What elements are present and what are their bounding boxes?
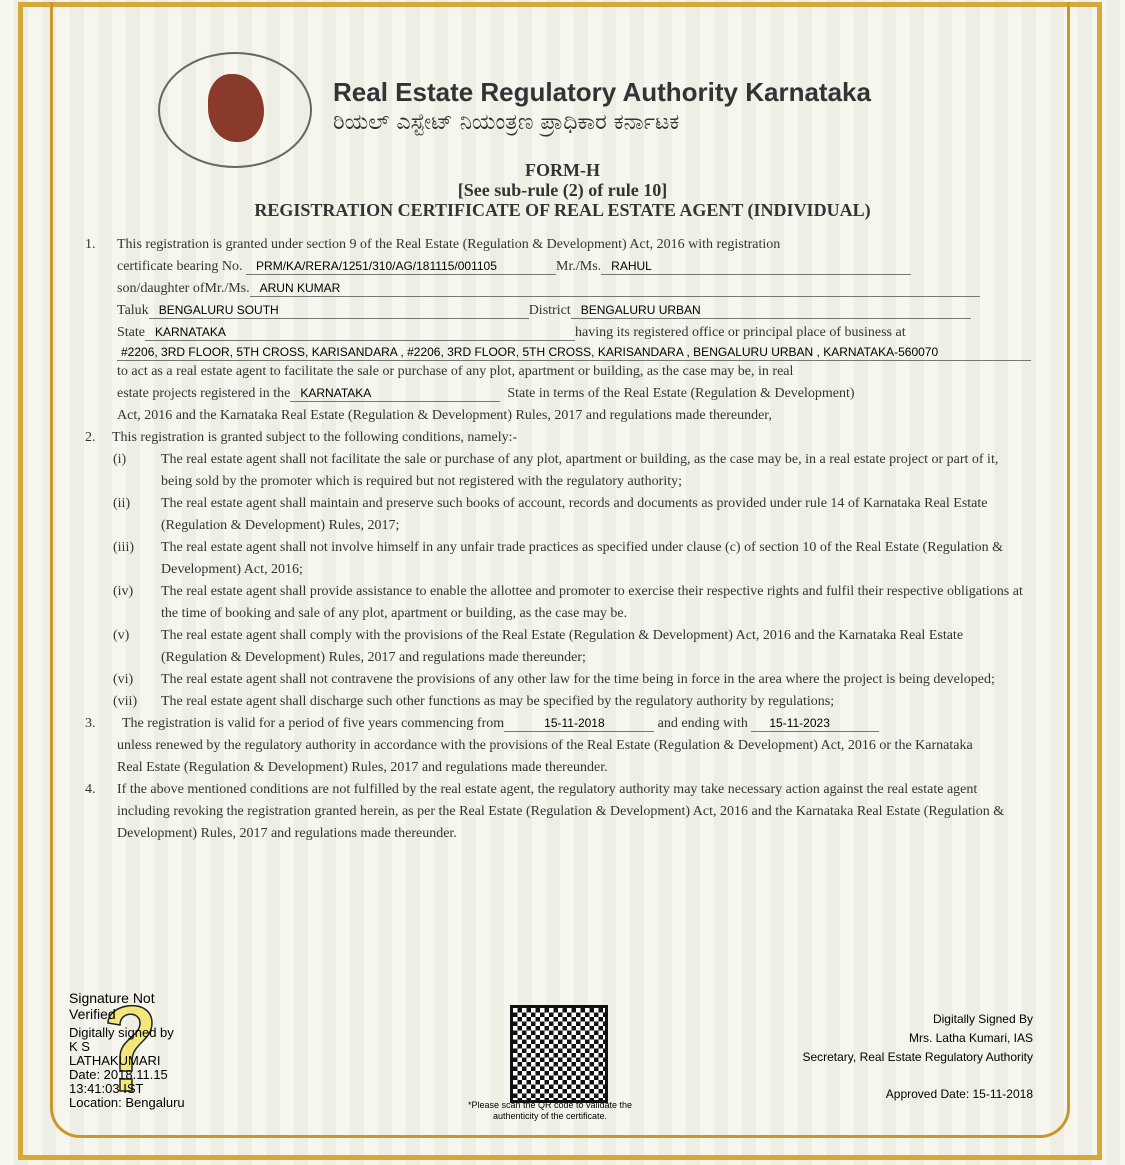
qr-note: *Please scan the QR code to validate the authenticity of the certificate.: [467, 1100, 633, 1121]
clause-number: 1.: [85, 237, 96, 252]
clause-text: having its registered office or principal place of business at: [575, 325, 906, 340]
condition-number: (iii): [113, 540, 134, 555]
state: KARNATAKA: [145, 324, 575, 341]
signature-date: Date: 2018.11.15: [69, 1067, 168, 1082]
form-name: FORM-H: [525, 160, 600, 180]
label: State: [117, 325, 145, 340]
parent-name: ARUN KUMAR: [250, 280, 980, 297]
digital-signature-block[interactable]: [69, 990, 185, 1110]
project-state: KARNATAKA: [290, 385, 500, 402]
condition-number: (i): [113, 452, 127, 467]
registration-number: PRM/KA/RERA/1251/310/AG/181115/001105: [246, 258, 556, 275]
condition-text: The real estate agent shall not contravene the provisions of any other law for the time being in force in the area where the project is being developed;: [161, 672, 995, 687]
signature-time: 13:41:03 IST: [69, 1081, 144, 1096]
condition-number: (vi): [113, 672, 134, 687]
signer-name: K S LATHAKUMARI: [69, 1039, 161, 1068]
approval-block: [802, 1010, 1033, 1104]
valid-until-date: 15-11-2023: [751, 715, 879, 732]
business-address: #2206, 3RD FLOOR, 5TH CROSS, KARISANDARA , #2206, 3RD FLOOR, 5TH CROSS, KARISANDARA , BENGALURU URBAN , KARNATAKA-560070: [117, 344, 1031, 361]
form-rule: [See sub-rule (2) of rule 10]: [457, 180, 668, 200]
clause-text: If the above mentioned conditions are not fulfilled by the real estate agent, the regulatory authority may take necessary action against the real estate agent including revoking the registration granted herein, as per the Real Estate (Regulation & Development) Act, 2016 and the Karnataka Real Estate (Regulation & Development) Rules, 2017 and regulations made thereunder.: [117, 782, 1005, 841]
clause-text: State in terms of the Real Estate (Regulation & Development): [507, 386, 855, 401]
conditions-list: [85, 449, 1040, 713]
approved-date: Approved Date: 15-11-2018: [885, 1087, 1033, 1101]
karnataka-map-icon: [208, 74, 264, 142]
valid-from-date: 15-11-2018: [504, 715, 654, 732]
condition-item: [85, 449, 1040, 493]
clause-number: 2.: [85, 430, 96, 445]
certificate-heading: REGISTRATION CERTIFICATE OF REAL ESTATE AGENT (INDIVIDUAL): [254, 200, 871, 220]
clause-text: Act, 2016 and the Karnataka Real Estate (Regulation & Development) Rules, 2017 and regulations made thereunder,: [117, 408, 772, 423]
condition-item: [85, 537, 1040, 581]
signatory-name: Mrs. Latha Kumari, IAS: [908, 1031, 1033, 1045]
clause-text: to act as a real estate agent to facilitate the sale or purchase of any plot, apartment or building, as the case may be, in real: [117, 364, 794, 379]
condition-item: [85, 691, 1040, 713]
rera-karnataka-logo: [158, 52, 312, 168]
signatory-title: Secretary, Real Estate Regulatory Authority: [802, 1050, 1033, 1064]
clause-text: estate projects registered in the: [117, 386, 291, 401]
clause-number: 4.: [85, 782, 96, 797]
signature-location: Location: Bengaluru: [69, 1095, 185, 1110]
condition-number: (iv): [113, 584, 134, 599]
condition-text: The real estate agent shall not involve himself in any unfair trade practices as specified under clause (c) of section 10 of the Real Estate (Regulation & Development) Act, 2016;: [161, 540, 1004, 577]
condition-text: The real estate agent shall comply with the provisions of the Real Estate (Regulation & Development) Act, 2016 and the Karnataka Real Estate (Regulation & Development) Rules, 2017 and regulations made thereunder;: [161, 628, 964, 665]
clause-text: The registration is valid for a period of five years commencing from: [122, 716, 505, 731]
label: District: [528, 303, 571, 318]
clause-number: 3.: [85, 716, 96, 731]
clause-text: This registration is granted subject to the following conditions, namely:-: [112, 430, 518, 445]
clause-text: This registration is granted under section 9 of the Real Estate (Regulation & Development) Act, 2016 with registration: [117, 237, 781, 252]
condition-text: The real estate agent shall not facilitate the sale or purchase of any plot, apartment or building, as the case may be, in a real estate project or part of it, being sold by the promoter which is required but not registered with the regulatory authority;: [161, 452, 999, 489]
label: certificate bearing No.: [117, 259, 243, 274]
clause-text: unless renewed by the regulatory authority in accordance with the provisions of the Real Estate (Regulation & Development) Act, 2016 or the Karnataka Real Estate (Regulation & Development) Rules, 2017 and regulations made thereunder.: [117, 738, 973, 775]
qr-code: [510, 1005, 608, 1103]
condition-text: The real estate agent shall maintain and preserve such books of account, records and documents as provided under rule 14 of Karnataka Real Estate (Regulation & Development) Rules, 2017;: [161, 496, 988, 533]
authority-title: Real Estate Regulatory Authority Karnataka: [333, 77, 871, 107]
condition-item: [85, 581, 1040, 625]
certificate-body: [85, 234, 1040, 845]
condition-item: [85, 493, 1040, 537]
label: Mr./Ms.: [556, 259, 602, 274]
taluk: BENGALURU SOUTH: [149, 302, 529, 319]
authority-title-kannada: ರಿಯಲ್ ಎಸ್ಟೇಟ್ ನಿಯಂತ್ರಣ ಪ್ರಾಧಿಕಾರ ಕರ್ನಾಟಕ: [333, 110, 680, 135]
label: son/daughter ofMr./Ms.: [117, 281, 250, 296]
condition-text: The real estate agent shall discharge such other functions as may be specified by the regulatory authority by regulations;: [161, 694, 835, 709]
signature-status: Signature Not Verified: [69, 990, 155, 1022]
district: BENGALURU URBAN: [571, 302, 971, 319]
agent-name: RAHUL: [601, 258, 911, 275]
condition-item: [85, 625, 1040, 669]
condition-item: [85, 669, 1040, 691]
signed-by-label: Digitally signed by: [69, 1025, 174, 1040]
clause-text: and ending with: [657, 716, 748, 731]
label: Taluk: [117, 303, 149, 318]
condition-text: The real estate agent shall provide assistance to enable the allottee and promoter to exercise their respective rights and fulfil their respective obligations at the time of booking and sale of any plot, apartment or building, as the case may be.: [161, 584, 1023, 621]
digitally-signed-label: Digitally Signed By: [932, 1012, 1033, 1026]
condition-number: (vii): [113, 694, 138, 709]
condition-number: (ii): [113, 496, 131, 511]
condition-number: (v): [113, 628, 130, 643]
